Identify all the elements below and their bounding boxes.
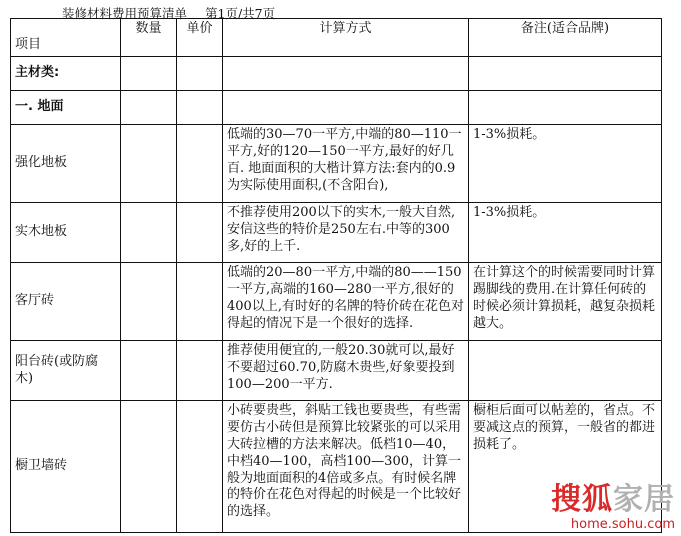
- table-row: [11, 125, 662, 203]
- empty-cell: [223, 57, 469, 91]
- title-text: 装修材料费用预算清单: [62, 6, 188, 21]
- price-cell: [177, 401, 223, 533]
- item-name: 阳台砖(或防腐木): [11, 341, 121, 401]
- col-header-qty: 数量: [121, 19, 177, 57]
- col-header-note: 备注(适合品牌): [469, 19, 662, 57]
- table-row: [11, 203, 662, 263]
- item-name: 橱卫墙砖: [11, 401, 121, 533]
- watermark-url: home.sohu.com: [570, 517, 675, 532]
- sohu-home-watermark: [551, 482, 675, 532]
- sohu-logo: [551, 482, 675, 517]
- qty-cell: [121, 263, 177, 341]
- section-row-main: [11, 57, 662, 91]
- table-row: [11, 341, 662, 401]
- empty-cell: [177, 91, 223, 125]
- note-text: 1-3%损耗。: [469, 125, 662, 203]
- empty-cell: [121, 57, 177, 91]
- header-row: [11, 19, 662, 57]
- qty-cell: [121, 341, 177, 401]
- calc-text: 低端的20—80一平方,中端的80——150一平方,高端的160—280一平方,很好的400以上,有时好的名牌的特价砖在花色对得起的情况下是一个很好的选择.: [223, 263, 469, 341]
- price-cell: [177, 203, 223, 263]
- note-text: [469, 341, 662, 401]
- qty-cell: [121, 401, 177, 533]
- col-header-calc: 计算方式: [223, 19, 469, 57]
- empty-cell: [469, 91, 662, 125]
- logo-text-a: 搜狐: [551, 482, 613, 517]
- page-indicator: 第1页/共7页: [205, 6, 276, 21]
- calc-text: 低端的30—70一平方,中端的80—110一平方,好的120—150一平方,最好的好几百. 地面面积的大楷计算方法:套内的0.9为实际使用面积,(不含阳台),: [223, 125, 469, 203]
- section-label-floor: 一. 地面: [11, 91, 121, 125]
- section-label-main: 主材类:: [11, 57, 121, 91]
- note-text: 在计算这个的时候需要同时计算踢脚线的费用.在计算任何砖的时候必须计算损耗，越复杂损耗越大。: [469, 263, 662, 341]
- logo-text-b: 家居: [613, 482, 675, 517]
- item-name: 客厅砖: [11, 263, 121, 341]
- price-cell: [177, 341, 223, 401]
- note-text: 橱柜后面可以帖差的，省点。不要减这点的预算，一般省的都进损耗了。: [469, 401, 662, 533]
- note-text: 1-3%损耗。: [469, 203, 662, 263]
- calc-text: 不推荐使用200以下的实木,一般大自然,安信这些的特价是250左右.中等的300多,好的上千.: [223, 203, 469, 263]
- price-cell: [177, 125, 223, 203]
- price-cell: [177, 263, 223, 341]
- item-name: 强化地板: [11, 125, 121, 203]
- empty-cell: [223, 91, 469, 125]
- qty-cell: [121, 125, 177, 203]
- empty-cell: [469, 57, 662, 91]
- col-header-price: 单价: [177, 19, 223, 57]
- qty-cell: [121, 203, 177, 263]
- empty-cell: [177, 57, 223, 91]
- section-row-floor: [11, 91, 662, 125]
- budget-table: [10, 18, 662, 533]
- item-name: 实木地板: [11, 203, 121, 263]
- table-row: [11, 263, 662, 341]
- calc-text: 推荐使用便宜的,一般20.30就可以,最好不要超过60.70,防腐木贵些,好象要投到100—200一平方.: [223, 341, 469, 401]
- empty-cell: [121, 91, 177, 125]
- calc-text: 小砖要贵些，斜贴工钱也要贵些，有些需要仿古小砖但是预算比较紧张的可以采用大砖拉槽的方法来解决。低档10—40，中档40—100，高档100—300，计算一般为地面面积的4倍或多点。有时候名牌的特价在花色对得起的时候是一个比较好的选择。: [223, 401, 469, 533]
- col-header-item: 项目: [11, 19, 121, 57]
